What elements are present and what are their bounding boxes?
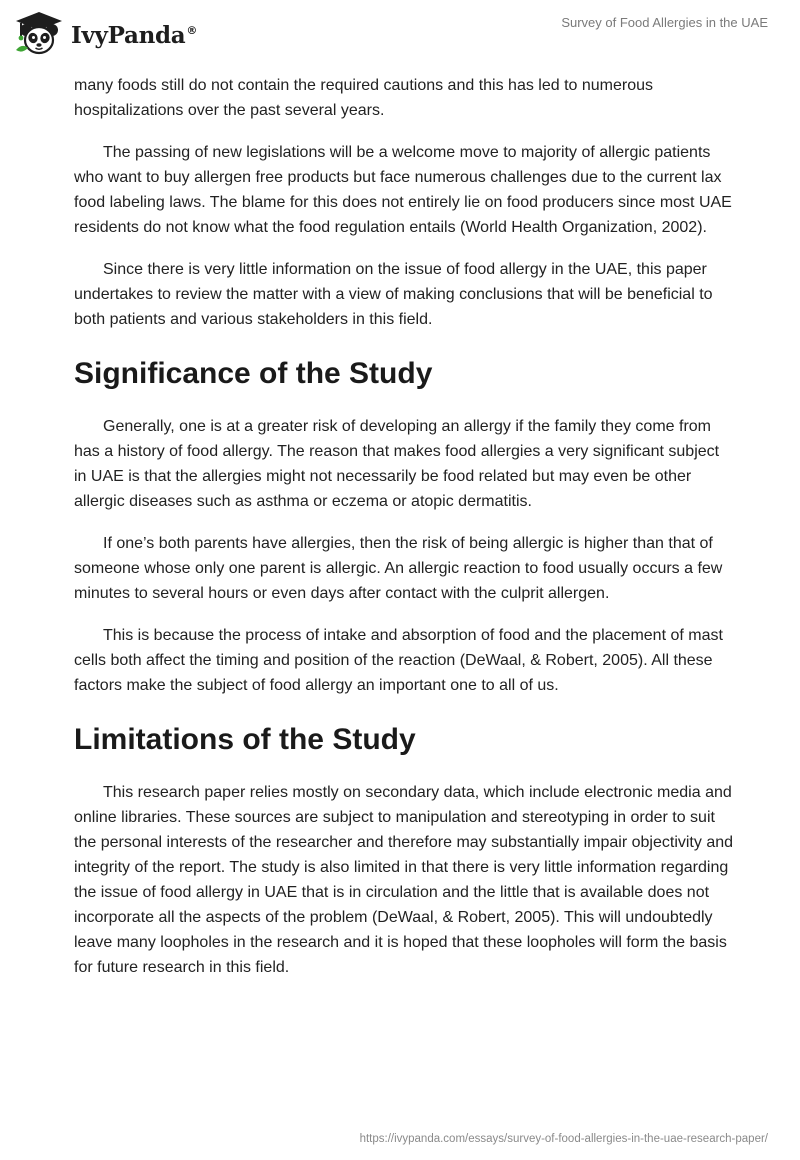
paragraph: The passing of new legislations will be a welcome move to majority of allergic patients who want to buy allergen free products but face numerous challenges due to the current lax food labeling laws. The blame for this does not entirely lie on food producers since most UAE residents do not know what the food regulation entails (World Health Organization, 2002). xyxy=(74,144,732,236)
paragraph: This is because the process of intake and absorption of food and the placement of mast cells both affect the timing and position of the reaction (DeWaal, & Robert, 2005). All these factors make the subject of food allergy an important one to all of us. xyxy=(74,627,723,694)
paragraph: If one’s both parents have allergies, then the risk of being allergic is higher than that of someone whose only one parent is allergic. An allergic reaction to food usually occurs a few minutes to several hours or even days after contact with the culprit allergen. xyxy=(74,535,723,602)
source-url[interactable]: https://ivypanda.com/essays/survey-of-food-allergies-in-the-uae-research-paper/ xyxy=(359,1133,768,1145)
logo-wordmark: IvyPanda® xyxy=(71,21,198,49)
ivypanda-logo[interactable] xyxy=(14,8,197,58)
page-header xyxy=(0,0,800,70)
section-heading-limitations: Limitations of the Study xyxy=(74,723,416,756)
paragraph: many foods still do not contain the required cautions and this has led to numerous hospitalizations over the past several years. xyxy=(74,77,654,119)
section-heading-significance: Significance of the Study xyxy=(74,357,433,390)
paragraph: Since there is very little information on the issue of food allergy in the UAE, this paper undertakes to review the matter with a view of making conclusions that will be beneficial to both patients and various stakeholders in this field. xyxy=(74,261,713,328)
paragraph: Generally, one is at a greater risk of developing an allergy if the family they come from has a history of food allergy. The reason that makes food allergies a very significant subject in UAE is that the allergies might not necessarily be food related but may even be other allergic diseases such as asthma or eczema or atopic dermatitis. xyxy=(74,418,720,510)
paragraph: This research paper relies mostly on secondary data, which include electronic media and online libraries. These sources are subject to manipulation and stereotyping in order to suit the personal interests of the researcher and therefore may substantially impair objectivity and integrity of the report. The study is also limited in that there is very little information regarding the issue of food allergy in UAE that is in circulation and the little that is available does not incorporate all the aspects of the problem (DeWaal, & Robert, 2005). This will undoubtedly leave many loopholes in the research and it is hoped that these loopholes will form the basis for future research in this field. xyxy=(74,784,734,976)
essay-content xyxy=(74,73,734,997)
document-title: Survey of Food Allergies in the UAE xyxy=(561,15,768,30)
panda-logo-icon xyxy=(14,10,64,56)
